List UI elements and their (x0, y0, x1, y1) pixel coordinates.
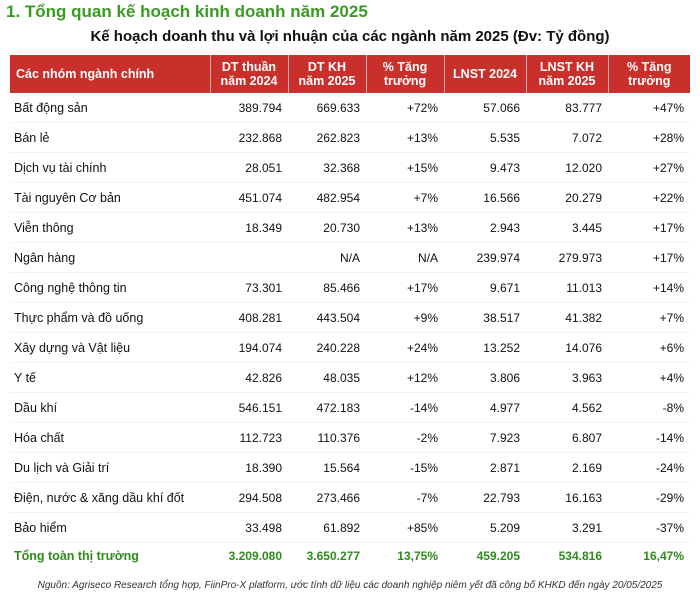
table-row (10, 453, 690, 483)
profit-plan-2025: 3.963 (526, 363, 608, 393)
profit-growth: -37% (608, 513, 690, 543)
revenue-2024: 408.281 (210, 303, 288, 333)
revenue-plan-2025: 240.228 (288, 333, 366, 363)
profit-2024: 4.977 (444, 393, 526, 423)
source-note: Nguồn: Agriseco Research tổng hợp, FiinPro-X platform, ước tính dữ liệu các doanh nghiệp niêm yết đã công bố KHKD đến ngày 20/05/2025 (37, 580, 663, 591)
profit-2024: 9.473 (444, 153, 526, 183)
revenue-growth: +17% (366, 273, 444, 303)
header-label-line: LNST 2024 (453, 67, 517, 81)
sector-name: Y tế (10, 363, 210, 393)
table-row (10, 273, 690, 303)
profit-2024: 38.517 (444, 303, 526, 333)
revenue-2024: 18.390 (210, 453, 288, 483)
revenue-plan-2025: 48.035 (288, 363, 366, 393)
sector-name: Hóa chất (10, 423, 210, 453)
col-header-revenue-2024 (210, 55, 288, 93)
revenue-2024: 294.508 (210, 483, 288, 513)
revenue-growth: +72% (366, 93, 444, 123)
sector-name: Ngân hàng (10, 243, 210, 273)
revenue-plan-2025: 262.823 (288, 123, 366, 153)
revenue-2024: 73.301 (210, 273, 288, 303)
profit-2024: 5.535 (444, 123, 526, 153)
revenue-2024: 42.826 (210, 363, 288, 393)
table-row (10, 123, 690, 153)
profit-2024: 7.923 (444, 423, 526, 453)
table-row (10, 483, 690, 513)
profit-growth: +4% (608, 363, 690, 393)
revenue-growth: +15% (366, 153, 444, 183)
profit-plan-2025: 3.291 (526, 513, 608, 543)
col-header-revenue-growth (366, 55, 444, 93)
profit-2024: 9.671 (444, 273, 526, 303)
header-label-line: LNST KH (539, 60, 595, 74)
revenue-growth: +9% (366, 303, 444, 333)
profit-plan-2025: 2.169 (526, 453, 608, 483)
profit-growth: +22% (608, 183, 690, 213)
profit-growth: +6% (608, 333, 690, 363)
revenue-growth: -14% (366, 393, 444, 423)
header-label-line: năm 2025 (538, 74, 596, 88)
total-revenue-growth: 13,75% (366, 543, 444, 569)
revenue-growth: +12% (366, 363, 444, 393)
table-row (10, 363, 690, 393)
revenue-growth: +13% (366, 213, 444, 243)
header-label-line: trưởng (383, 74, 427, 88)
revenue-2024: 194.074 (210, 333, 288, 363)
total-profit-plan-2025: 534.816 (526, 543, 608, 569)
profit-growth: -14% (608, 423, 690, 453)
total-revenue-2024: 3.209.080 (210, 543, 288, 569)
profit-growth: +17% (608, 213, 690, 243)
profit-plan-2025: 12.020 (526, 153, 608, 183)
profit-growth: +14% (608, 273, 690, 303)
revenue-plan-2025: 110.376 (288, 423, 366, 453)
revenue-plan-2025: 61.892 (288, 513, 366, 543)
profit-2024: 239.974 (444, 243, 526, 273)
profit-2024: 3.806 (444, 363, 526, 393)
col-header-profit-plan-2025 (526, 55, 608, 93)
sector-name: Điện, nước & xăng dầu khí đốt (10, 483, 210, 513)
profit-plan-2025: 3.445 (526, 213, 608, 243)
revenue-2024: 28.051 (210, 153, 288, 183)
sector-name: Xây dựng và Vật liệu (10, 333, 210, 363)
table-row (10, 243, 690, 273)
table-row (10, 93, 690, 123)
revenue-growth: -15% (366, 453, 444, 483)
table-row (10, 513, 690, 543)
table-row (10, 303, 690, 333)
profit-plan-2025: 7.072 (526, 123, 608, 153)
revenue-2024: 451.074 (210, 183, 288, 213)
profit-growth: +17% (608, 243, 690, 273)
revenue-plan-2025: 669.633 (288, 93, 366, 123)
profit-growth: +28% (608, 123, 690, 153)
revenue-2024: 389.794 (210, 93, 288, 123)
revenue-2024: 546.151 (210, 393, 288, 423)
sector-name: Dịch vụ tài chính (10, 153, 210, 183)
total-revenue-plan-2025: 3.650.277 (288, 543, 366, 569)
sector-name: Tài nguyên Cơ bản (10, 183, 210, 213)
profit-2024: 2.943 (444, 213, 526, 243)
profit-plan-2025: 6.807 (526, 423, 608, 453)
header-label-line: DT KH (307, 60, 347, 74)
header-label-line: năm 2024 (220, 74, 278, 88)
table-row (10, 333, 690, 363)
sector-name: Viễn thông (10, 213, 210, 243)
profit-plan-2025: 11.013 (526, 273, 608, 303)
profit-plan-2025: 20.279 (526, 183, 608, 213)
revenue-2024: 18.349 (210, 213, 288, 243)
revenue-growth: -7% (366, 483, 444, 513)
col-header-profit-growth (608, 55, 690, 93)
revenue-growth: +13% (366, 123, 444, 153)
revenue-plan-2025: 85.466 (288, 273, 366, 303)
sector-name: Dầu khí (10, 393, 210, 423)
revenue-growth: +7% (366, 183, 444, 213)
profit-growth: +27% (608, 153, 690, 183)
revenue-plan-2025: 32.368 (288, 153, 366, 183)
section-heading: 1. Tổng quan kế hoạch kinh doanh năm 2025 (6, 2, 368, 21)
revenue-growth: +24% (366, 333, 444, 363)
col-header-sector (10, 55, 210, 93)
sector-name: Thực phẩm và đồ uống (10, 303, 210, 333)
table-row (10, 153, 690, 183)
profit-plan-2025: 279.973 (526, 243, 608, 273)
profit-growth: -29% (608, 483, 690, 513)
table-body (10, 93, 690, 568)
profit-plan-2025: 41.382 (526, 303, 608, 333)
table-header-row (10, 55, 690, 93)
sector-name: Du lịch và Giải trí (10, 453, 210, 483)
profit-2024: 22.793 (444, 483, 526, 513)
revenue-growth: N/A (366, 243, 444, 273)
profit-growth: -8% (608, 393, 690, 423)
header-label-line: DT thuần (221, 60, 277, 74)
revenue-2024 (210, 243, 288, 273)
profit-growth: +47% (608, 93, 690, 123)
revenue-growth: -2% (366, 423, 444, 453)
table-row (10, 423, 690, 453)
revenue-plan-2025: 472.183 (288, 393, 366, 423)
profit-2024: 16.566 (444, 183, 526, 213)
header-label-line: Các nhóm ngành chính (16, 67, 155, 81)
revenue-plan-2025: 15.564 (288, 453, 366, 483)
profit-growth: -24% (608, 453, 690, 483)
col-header-profit-2024 (444, 55, 526, 93)
profit-plan-2025: 14.076 (526, 333, 608, 363)
revenue-2024: 232.868 (210, 123, 288, 153)
header-label-line: trưởng (628, 74, 671, 88)
table-row (10, 183, 690, 213)
profit-growth: +7% (608, 303, 690, 333)
revenue-plan-2025: 443.504 (288, 303, 366, 333)
profit-2024: 57.066 (444, 93, 526, 123)
profit-plan-2025: 16.163 (526, 483, 608, 513)
sector-name: Bất động sản (10, 93, 210, 123)
profit-2024: 5.209 (444, 513, 526, 543)
sector-name: Bảo hiểm (10, 513, 210, 543)
profit-plan-2025: 83.777 (526, 93, 608, 123)
profit-2024: 13.252 (444, 333, 526, 363)
revenue-plan-2025: 482.954 (288, 183, 366, 213)
profit-plan-2025: 4.562 (526, 393, 608, 423)
revenue-plan-2025: 20.730 (288, 213, 366, 243)
total-profit-2024: 459.205 (444, 543, 526, 569)
total-profit-growth: 16,47% (608, 543, 690, 569)
table-row (10, 393, 690, 423)
revenue-2024: 112.723 (210, 423, 288, 453)
sector-name: Công nghệ thông tin (10, 273, 210, 303)
revenue-growth: +85% (366, 513, 444, 543)
profit-2024: 2.871 (444, 453, 526, 483)
revenue-2024: 33.498 (210, 513, 288, 543)
revenue-plan-2025: 273.466 (288, 483, 366, 513)
total-sector-name: Tổng toàn thị trường (10, 543, 210, 569)
table-row (10, 213, 690, 243)
sector-name: Bán lẻ (10, 123, 210, 153)
header-label-line: năm 2025 (298, 74, 356, 88)
col-header-revenue-plan-2025 (288, 55, 366, 93)
table-title: Kế hoạch doanh thu và lợi nhuận của các ngành năm 2025 (Đv: Tỷ đồng) (90, 28, 610, 45)
total-row (10, 543, 690, 569)
revenue-plan-2025: N/A (288, 243, 366, 273)
business-plan-table (10, 55, 690, 568)
header-label-line: % Tăng (382, 60, 428, 74)
header-label-line: % Tăng (627, 60, 672, 74)
